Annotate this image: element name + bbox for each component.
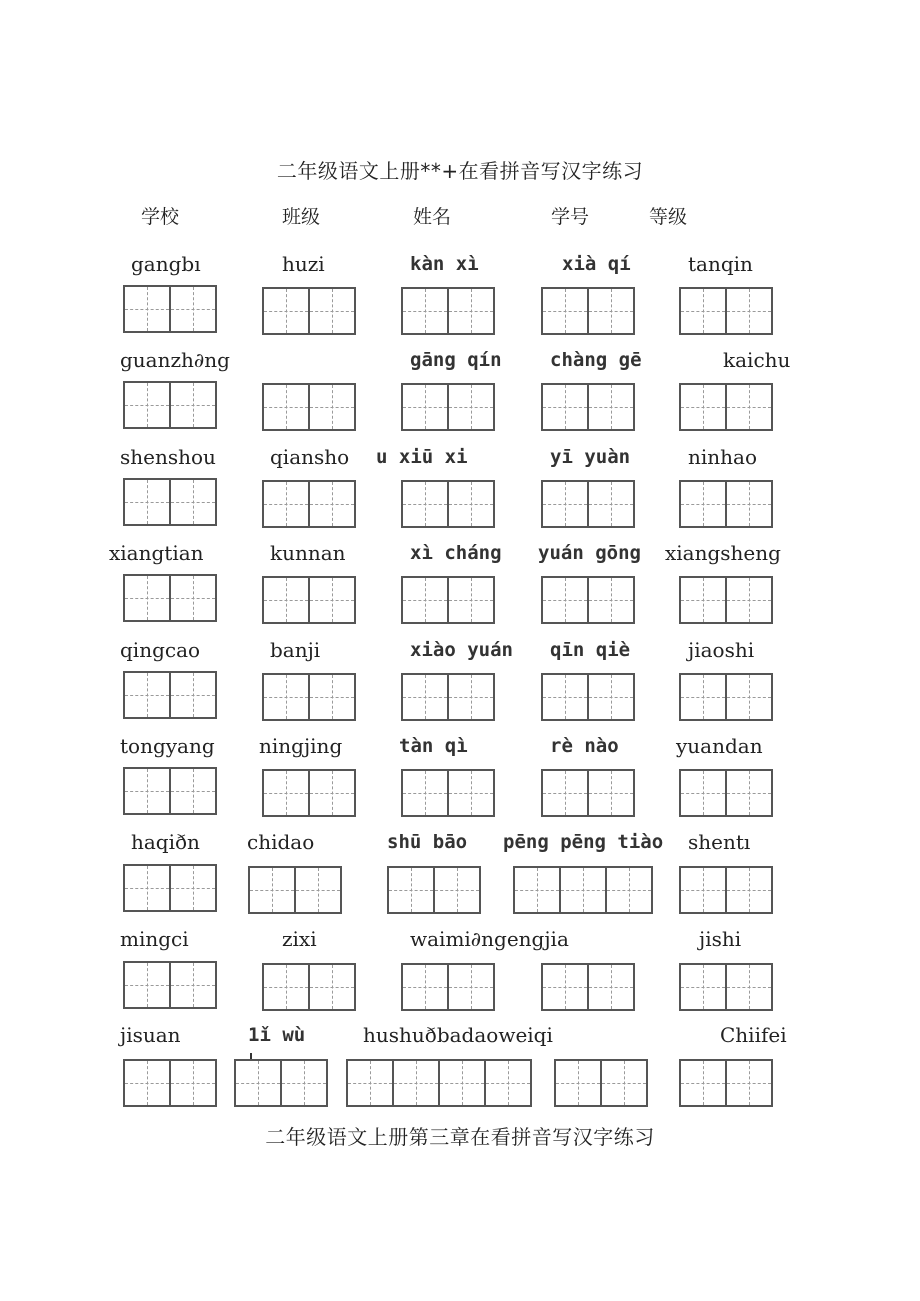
- character-box[interactable]: [541, 383, 589, 431]
- character-box[interactable]: [401, 383, 449, 431]
- character-box[interactable]: [262, 963, 310, 1011]
- character-box[interactable]: [679, 287, 727, 335]
- character-box-group[interactable]: [123, 574, 215, 622]
- pinyin-label: yī yuàn: [550, 446, 631, 468]
- character-box[interactable]: [308, 287, 356, 335]
- pinyin-label: qingcao: [120, 638, 201, 662]
- character-box[interactable]: [541, 769, 589, 817]
- pinyin-label: kunnan: [270, 541, 346, 565]
- pinyin-label: shū bāo: [387, 831, 468, 853]
- character-box[interactable]: [447, 287, 495, 335]
- character-box[interactable]: [725, 963, 773, 1011]
- character-box[interactable]: [392, 1059, 440, 1107]
- character-box[interactable]: [387, 866, 435, 914]
- character-box[interactable]: [600, 1059, 648, 1107]
- character-box-group[interactable]: [123, 285, 215, 333]
- character-box[interactable]: [513, 866, 561, 914]
- character-box[interactable]: [308, 576, 356, 624]
- character-box[interactable]: [559, 866, 607, 914]
- character-box-group[interactable]: [401, 673, 493, 721]
- character-box-group[interactable]: [679, 287, 771, 335]
- character-box[interactable]: [401, 480, 449, 528]
- character-box[interactable]: [587, 287, 635, 335]
- pinyin-label: hushuðbadaoweiqi: [363, 1023, 553, 1047]
- character-box[interactable]: [679, 480, 727, 528]
- character-box[interactable]: [541, 287, 589, 335]
- character-box[interactable]: [123, 478, 171, 526]
- character-box[interactable]: [725, 576, 773, 624]
- character-box[interactable]: [447, 480, 495, 528]
- pinyin-label: huzi: [282, 252, 325, 276]
- character-box[interactable]: [725, 287, 773, 335]
- pinyin-label: Chiifei: [720, 1023, 787, 1047]
- character-box-group[interactable]: [541, 383, 633, 431]
- character-box[interactable]: [169, 381, 217, 429]
- character-box[interactable]: [725, 673, 773, 721]
- character-box[interactable]: [605, 866, 653, 914]
- character-box-group[interactable]: [541, 287, 633, 335]
- character-box[interactable]: [123, 1059, 171, 1107]
- character-box-group[interactable]: [387, 866, 479, 914]
- character-box-group[interactable]: [123, 381, 215, 429]
- character-box[interactable]: [262, 287, 310, 335]
- pinyin-label: mingci: [120, 927, 189, 951]
- pinyin-label: qiansho: [270, 445, 350, 469]
- character-box[interactable]: [308, 383, 356, 431]
- pinyin-label: xià qí: [562, 253, 631, 275]
- character-box[interactable]: [262, 673, 310, 721]
- character-box-group[interactable]: [123, 478, 215, 526]
- character-box[interactable]: [169, 864, 217, 912]
- character-box[interactable]: [169, 285, 217, 333]
- pinyin-label: u xiū xi: [376, 446, 468, 468]
- character-box-group[interactable]: [248, 866, 340, 914]
- character-box[interactable]: [447, 576, 495, 624]
- page-title: 二年级语文上册**+在看拼音写汉字练习: [276, 159, 644, 183]
- pinyin-label: banji: [270, 638, 321, 662]
- pinyin-label: xì cháng: [410, 542, 502, 564]
- character-box-group[interactable]: [401, 963, 493, 1011]
- pinyin-label: gāng qín: [410, 349, 502, 371]
- pinyin-label: shentı: [688, 830, 751, 854]
- character-box-group[interactable]: [541, 769, 633, 817]
- character-box[interactable]: [308, 769, 356, 817]
- character-box[interactable]: [587, 576, 635, 624]
- character-box-group[interactable]: [679, 480, 771, 528]
- character-box[interactable]: [447, 383, 495, 431]
- character-box[interactable]: [401, 963, 449, 1011]
- character-box-group[interactable]: [541, 576, 633, 624]
- character-box-group[interactable]: [123, 671, 215, 719]
- pinyin-label: chidao: [247, 830, 315, 854]
- character-box[interactable]: [401, 287, 449, 335]
- character-box[interactable]: [541, 480, 589, 528]
- character-box[interactable]: [123, 767, 171, 815]
- character-box-group[interactable]: [679, 769, 771, 817]
- character-box-group[interactable]: [401, 576, 493, 624]
- character-box[interactable]: [123, 961, 171, 1009]
- pinyin-label: rè nào: [550, 735, 619, 757]
- pinyin-label: pēng pēng tiào: [503, 831, 664, 853]
- character-box[interactable]: [308, 673, 356, 721]
- character-box[interactable]: [169, 767, 217, 815]
- character-box[interactable]: [169, 478, 217, 526]
- character-box-group[interactable]: [554, 1059, 646, 1107]
- pinyin-label: gangbı: [131, 252, 201, 276]
- character-box[interactable]: [679, 963, 727, 1011]
- character-box[interactable]: [554, 1059, 602, 1107]
- character-box-group[interactable]: [262, 287, 354, 335]
- pinyin-label: jisuan: [120, 1023, 181, 1047]
- character-box[interactable]: [262, 576, 310, 624]
- character-box[interactable]: [169, 574, 217, 622]
- character-box[interactable]: [484, 1059, 532, 1107]
- character-box[interactable]: [401, 673, 449, 721]
- character-box[interactable]: [587, 673, 635, 721]
- page-title-bottom: 二年级语文上册第三章在看拼音写汉字练习: [265, 1125, 655, 1149]
- pinyin-label: haqiðn: [131, 830, 200, 854]
- pinyin-label: tàn qì: [399, 735, 468, 757]
- character-box[interactable]: [438, 1059, 486, 1107]
- character-box[interactable]: [294, 866, 342, 914]
- character-box-group[interactable]: [346, 1059, 530, 1107]
- character-box[interactable]: [248, 866, 296, 914]
- character-box[interactable]: [262, 480, 310, 528]
- pinyin-label: zixi: [282, 927, 317, 951]
- character-box[interactable]: [346, 1059, 394, 1107]
- pinyin-label: xiào yuán: [410, 639, 513, 661]
- character-box-group[interactable]: [123, 1059, 215, 1107]
- character-box-group[interactable]: [401, 383, 493, 431]
- character-box-group[interactable]: [679, 673, 771, 721]
- character-box[interactable]: [169, 961, 217, 1009]
- character-box-group[interactable]: [123, 864, 215, 912]
- character-box-group[interactable]: [541, 480, 633, 528]
- character-box-group[interactable]: [679, 1059, 771, 1107]
- character-box[interactable]: [725, 866, 773, 914]
- character-box[interactable]: [447, 769, 495, 817]
- character-box[interactable]: [541, 673, 589, 721]
- header-class: 班级: [282, 206, 321, 228]
- character-box[interactable]: [262, 769, 310, 817]
- character-box[interactable]: [587, 383, 635, 431]
- character-box-group[interactable]: [679, 963, 771, 1011]
- pinyin-label: xiangtian: [109, 541, 204, 565]
- character-box[interactable]: [679, 866, 727, 914]
- character-box[interactable]: [725, 480, 773, 528]
- character-box-group[interactable]: [123, 961, 215, 1009]
- character-box[interactable]: [725, 383, 773, 431]
- character-box[interactable]: [280, 1059, 328, 1107]
- character-box-group[interactable]: [262, 673, 354, 721]
- pinyin-label: waimi∂ngengjia: [410, 927, 569, 951]
- pinyin-label: shenshou: [120, 445, 216, 469]
- character-box[interactable]: [541, 963, 589, 1011]
- character-box-group[interactable]: [123, 767, 215, 815]
- character-box-group[interactable]: [262, 769, 354, 817]
- character-box-group[interactable]: [262, 383, 354, 431]
- character-box[interactable]: [587, 963, 635, 1011]
- header-grade: 等级: [649, 206, 688, 228]
- character-box-group[interactable]: [679, 383, 771, 431]
- pinyin-label: jiaoshi: [688, 638, 755, 662]
- character-box[interactable]: [123, 285, 171, 333]
- pinyin-label: yuán gōng: [538, 542, 641, 564]
- character-box-group[interactable]: [541, 963, 633, 1011]
- character-box[interactable]: [679, 383, 727, 431]
- character-box-group[interactable]: [401, 769, 493, 817]
- character-box[interactable]: [541, 576, 589, 624]
- pinyin-label: ningjing: [259, 734, 343, 758]
- pinyin-label: kàn xì: [410, 253, 479, 275]
- character-box[interactable]: [123, 381, 171, 429]
- character-box-group[interactable]: [513, 866, 651, 914]
- character-box[interactable]: [169, 1059, 217, 1107]
- character-box-group[interactable]: [401, 287, 493, 335]
- character-box[interactable]: [587, 769, 635, 817]
- character-box-group[interactable]: [679, 576, 771, 624]
- character-box[interactable]: [123, 864, 171, 912]
- character-box[interactable]: [433, 866, 481, 914]
- character-box[interactable]: [725, 769, 773, 817]
- character-box-group[interactable]: [679, 866, 771, 914]
- character-box[interactable]: [725, 1059, 773, 1107]
- character-box-group[interactable]: [262, 480, 354, 528]
- pinyin-label: kaichu: [723, 348, 791, 372]
- character-box[interactable]: [679, 1059, 727, 1107]
- character-box-group[interactable]: [262, 576, 354, 624]
- header-name: 姓名: [413, 206, 452, 228]
- pinyin-label: 1ǐ wù: [248, 1024, 306, 1046]
- character-box[interactable]: [123, 574, 171, 622]
- character-box[interactable]: [234, 1059, 282, 1107]
- character-box-group[interactable]: [401, 480, 493, 528]
- pinyin-label: chàng gē: [550, 349, 642, 371]
- pinyin-label: ninhao: [688, 445, 758, 469]
- character-box-group[interactable]: [262, 963, 354, 1011]
- pinyin-label: xiangsheng: [665, 541, 781, 565]
- character-box[interactable]: [401, 576, 449, 624]
- character-box[interactable]: [123, 671, 171, 719]
- character-box[interactable]: [679, 673, 727, 721]
- header-student-number: 学号: [551, 206, 590, 228]
- character-box[interactable]: [401, 769, 449, 817]
- character-box[interactable]: [169, 671, 217, 719]
- character-box[interactable]: [447, 673, 495, 721]
- pinyin-label: tongyang: [120, 734, 215, 758]
- character-box[interactable]: [447, 963, 495, 1011]
- pinyin-label: jishi: [699, 927, 742, 951]
- character-box[interactable]: [587, 480, 635, 528]
- character-box[interactable]: [262, 383, 310, 431]
- character-box[interactable]: [679, 576, 727, 624]
- character-box[interactable]: [679, 769, 727, 817]
- pinyin-label: qīn qiè: [550, 639, 631, 661]
- pinyin-label: yuandan: [676, 734, 763, 758]
- character-box-group[interactable]: [234, 1059, 326, 1107]
- pinyin-label: tanqin: [688, 252, 753, 276]
- header-school: 学校: [141, 206, 180, 228]
- character-box[interactable]: [308, 480, 356, 528]
- character-box-group[interactable]: [541, 673, 633, 721]
- pinyin-label: guanzh∂ng: [120, 348, 230, 372]
- character-box[interactable]: [308, 963, 356, 1011]
